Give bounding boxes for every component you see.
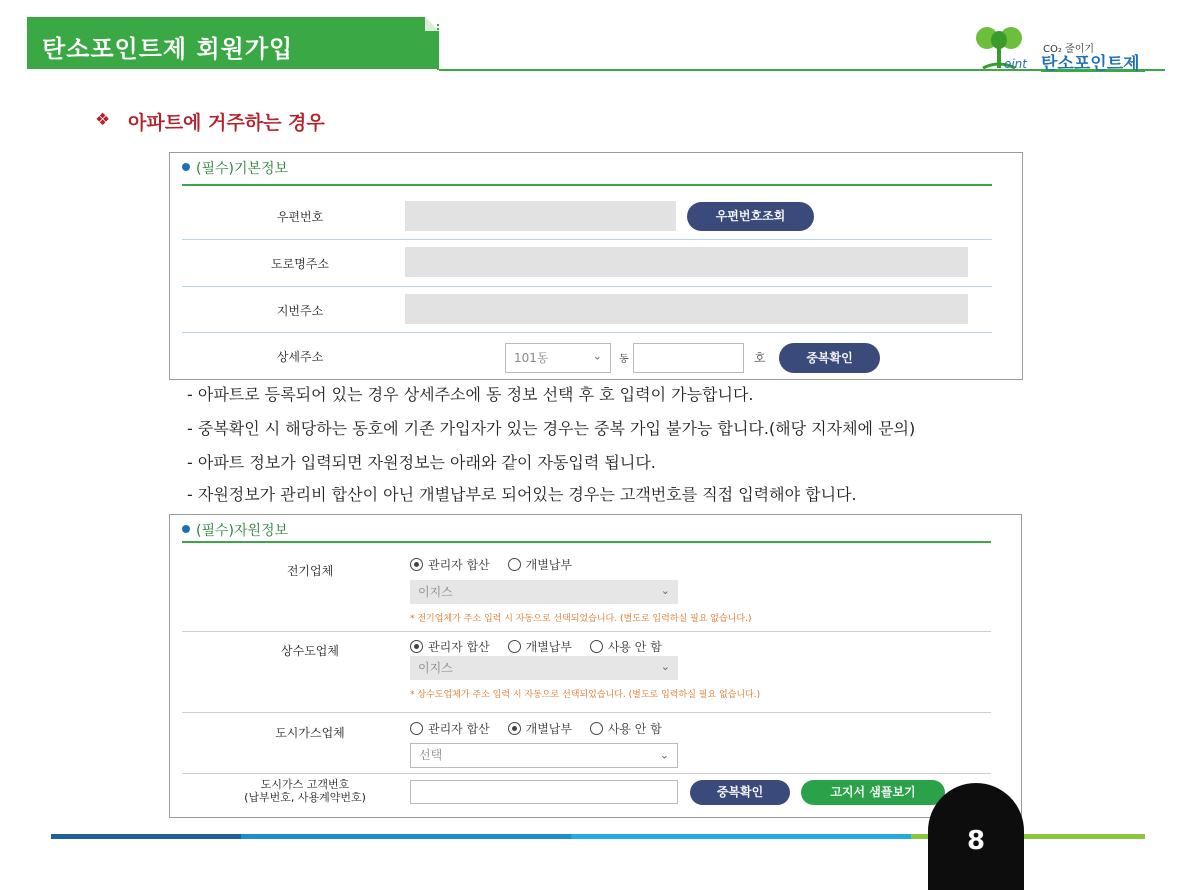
basic-info-heading-text: (필수)기본정보 <box>196 161 289 177</box>
radio-unchecked-icon <box>590 640 603 653</box>
gas-option-combined[interactable] <box>410 720 490 737</box>
radio-unchecked-icon <box>590 722 603 735</box>
note-line-2: - 중복확인 시 해당하는 동호에 기존 가입자가 있는 경우는 중복 가입 불가능 합니다.(해당 지자체에 문의) <box>187 419 916 438</box>
gas-customer-label-line1: 도시가스 고객번호 <box>260 778 350 791</box>
water-label: 상수도업체 <box>281 644 339 658</box>
gas-radio-group <box>410 720 676 737</box>
logo-name: 탄소포인트제 <box>1041 54 1140 74</box>
basic-info-heading <box>182 158 288 178</box>
logo-oint-text: oint <box>1004 57 1027 71</box>
gas-option-individual[interactable] <box>508 720 572 737</box>
basic-info-panel <box>169 152 1023 380</box>
bill-sample-button[interactable]: 고지서 샘플보기 <box>801 780 945 805</box>
postal-label: 우편번호 <box>276 210 324 224</box>
resource-info-heading <box>182 520 288 540</box>
road-address-field[interactable] <box>405 247 968 277</box>
water-option-none[interactable] <box>590 638 662 655</box>
detail-address-label: 상세주소 <box>276 350 324 364</box>
dong-select[interactable] <box>505 343 611 373</box>
radio-checked-icon <box>508 722 521 735</box>
water-option-combined[interactable] <box>410 638 490 655</box>
page-number: 8 <box>966 826 986 856</box>
electric-option-combined[interactable] <box>410 556 490 573</box>
row-divider <box>182 773 991 774</box>
row-divider <box>182 332 992 333</box>
road-address-label: 도로명주소 <box>271 257 329 271</box>
dup-check-button[interactable]: 중복확인 <box>779 343 880 373</box>
radio-unchecked-icon <box>508 640 521 653</box>
dong-select-value: 101동 <box>514 351 549 365</box>
note-line-1: - 아파트로 등록되어 있는 경우 상세주소에 동 정보 선택 후 호 입력이 가능합니다. <box>187 385 754 404</box>
gas-dup-check-button[interactable]: 중복확인 <box>690 780 790 805</box>
bullet-dot-icon <box>182 525 190 533</box>
gas-customer-label <box>220 778 390 804</box>
radio-checked-icon <box>410 558 423 571</box>
resource-info-heading-text: (필수)자원정보 <box>196 523 289 539</box>
resource-info-panel <box>169 514 1022 818</box>
option-label: 관리자 합산 <box>428 640 490 654</box>
lot-address-label: 지번주소 <box>276 304 324 318</box>
section-marker-icon: ❖ <box>95 110 111 130</box>
dong-unit-label: 동 <box>619 354 629 365</box>
logo-tagline: CO₂ 줄이기 <box>1043 44 1095 55</box>
water-option-individual[interactable] <box>508 638 572 655</box>
heading-rule <box>182 541 991 543</box>
section-title: 아파트에 거주하는 경우 <box>128 112 325 134</box>
gas-option-none[interactable] <box>590 720 662 737</box>
chevron-down-icon: ⌄ <box>659 747 669 761</box>
page-title: 탄소포인트제 회원가입 <box>42 35 294 63</box>
gas-label: 도시가스업체 <box>275 726 345 740</box>
water-company-select[interactable] <box>410 656 678 680</box>
chevron-down-icon: ⌄ <box>592 349 602 363</box>
bullet-dot-icon <box>182 163 190 171</box>
note-line-3: - 아파트 정보가 입력되면 자원정보는 아래와 같이 자동입력 됩니다. <box>187 453 656 472</box>
gas-customer-label-line2: (납부번호, 사용계약번호) <box>244 791 366 804</box>
option-label: 관리자 합산 <box>428 558 490 572</box>
select-value: 이지스 <box>418 585 453 599</box>
option-label: 개별납부 <box>525 640 572 654</box>
postal-search-button[interactable]: 우편번호조회 <box>687 202 814 231</box>
chevron-down-icon: ⌄ <box>660 583 670 597</box>
select-value: 선택 <box>419 748 443 762</box>
electric-auto-note: * 전기업체가 주소 입력 시 자동으로 선택되었습니다. (별도로 입력하실 필요 없습니다.) <box>410 614 752 624</box>
note-line-4: - 자원정보가 관리비 합산이 아닌 개별납부로 되어있는 경우는 고객번호를 직접 입력해야 합니다. <box>187 485 857 504</box>
option-label: 사용 안 함 <box>607 722 662 736</box>
footer-bar <box>51 834 241 839</box>
electric-company-select[interactable] <box>410 580 678 604</box>
row-divider <box>182 239 992 240</box>
radio-checked-icon <box>410 640 423 653</box>
banner-divider <box>437 24 439 70</box>
option-label: 관리자 합산 <box>428 722 490 736</box>
footer-bar <box>241 834 571 839</box>
heading-rule <box>182 184 992 186</box>
footer-bar <box>571 834 911 839</box>
radio-unchecked-icon <box>508 558 521 571</box>
electric-radio-group <box>410 556 586 573</box>
ho-unit-label: 호 <box>754 351 766 365</box>
option-label: 개별납부 <box>525 558 572 572</box>
gas-customer-number-input[interactable] <box>410 780 678 804</box>
select-value: 이지스 <box>418 661 453 675</box>
chevron-down-icon: ⌄ <box>660 659 670 673</box>
postal-code-field[interactable] <box>405 201 676 231</box>
electric-option-individual[interactable] <box>508 556 572 573</box>
electric-label: 전기업체 <box>286 564 334 578</box>
row-divider <box>182 712 991 713</box>
water-radio-group <box>410 638 676 655</box>
lot-address-field[interactable] <box>405 294 968 324</box>
gas-company-select[interactable] <box>410 743 678 768</box>
row-divider <box>182 631 991 632</box>
option-label: 개별납부 <box>525 722 572 736</box>
radio-unchecked-icon <box>410 722 423 735</box>
option-label: 사용 안 함 <box>607 640 662 654</box>
ho-input[interactable] <box>633 343 744 373</box>
water-auto-note: * 상수도업체가 주소 입력 시 자동으로 선택되었습니다. (별도로 입력하실 필요 없습니다.) <box>410 690 761 700</box>
row-divider <box>182 286 992 287</box>
